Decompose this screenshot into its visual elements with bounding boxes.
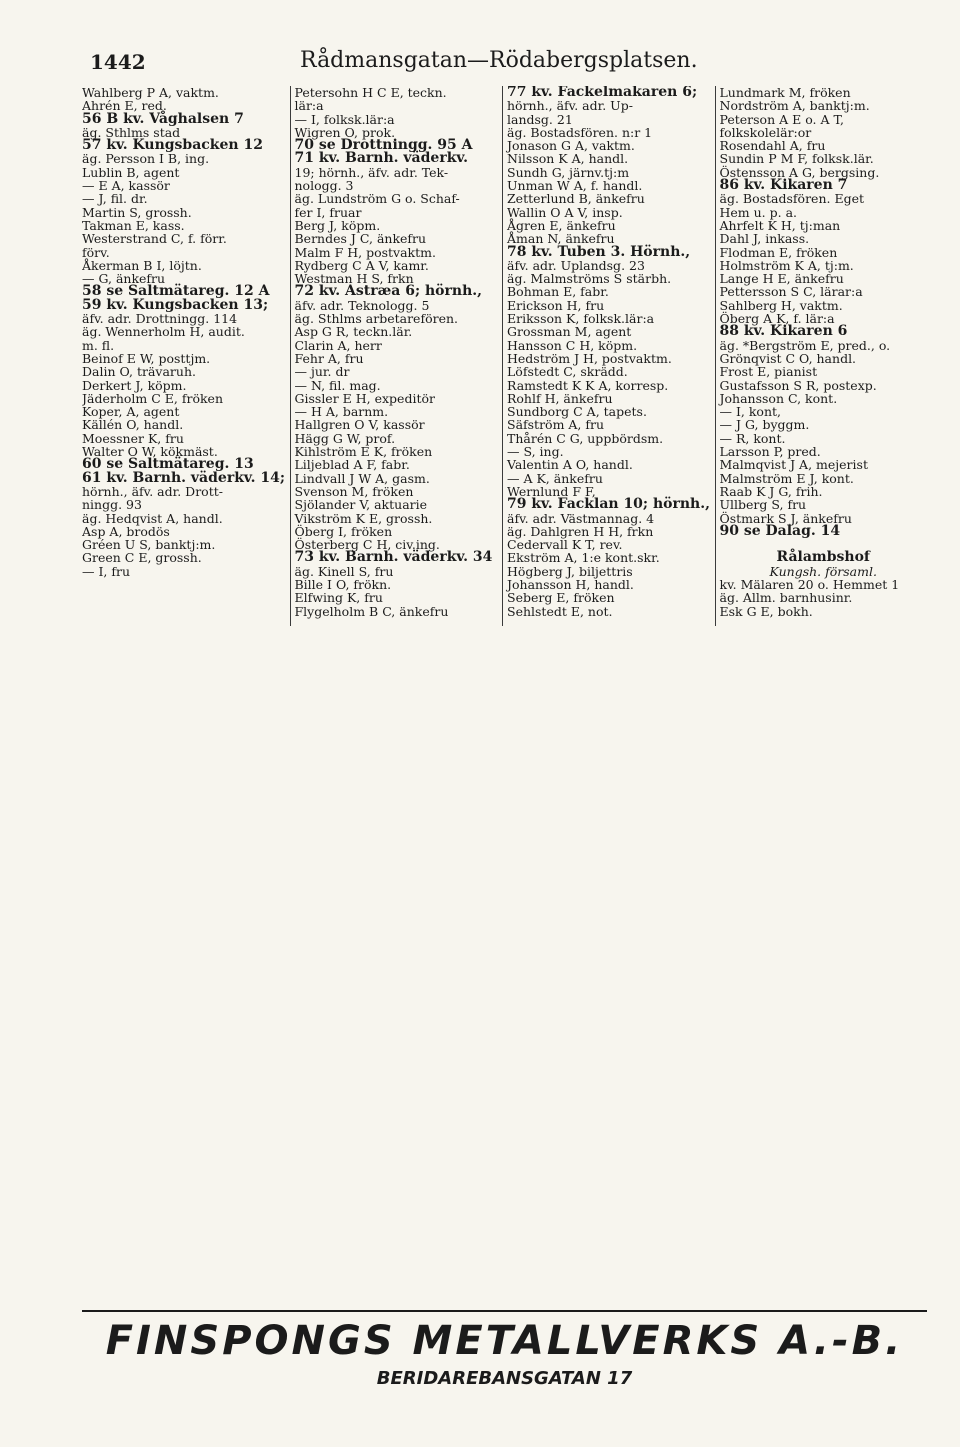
- resident-entry: Petersohn H C E, teckn.: [294, 86, 447, 100]
- resident-entry: Westerstrand C, f. förr.: [82, 231, 227, 247]
- resident-entry: — I, kont,: [719, 404, 782, 420]
- resident-entry: Thårén C G, uppbördsm.: [507, 430, 664, 446]
- resident-entry: Johansson C, kont.: [719, 390, 838, 406]
- resident-entry: Sundh G, järnv.tj:m: [507, 164, 630, 180]
- resident-entry: Derkert J, köpm.: [82, 377, 187, 393]
- address-entry: 70 se Drottningg. 95 A: [294, 137, 473, 154]
- resident-entry: Vikström K E, grossh.: [294, 510, 433, 526]
- resident-entry: Dahl J, inkass.: [719, 231, 810, 247]
- resident-entry: kv. Mälaren 20 o. Hemmet 1: [719, 576, 900, 592]
- address-entry: 78 kv. Tuben 3. Hörnh.,: [507, 243, 691, 260]
- resident-entry: — jur. dr: [294, 364, 350, 380]
- resident-entry: Raab K J G, frih.: [719, 483, 823, 499]
- resident-entry: Jäderholm C E, fröken: [82, 390, 223, 406]
- resident-entry: Östmark S J, änkefru: [719, 510, 852, 526]
- column-2: [290, 86, 503, 626]
- resident-entry: ningg. 93: [82, 497, 142, 513]
- resident-entry: — J G, byggm.: [719, 417, 810, 433]
- resident-entry: Elfwing K, fru: [294, 590, 383, 606]
- resident-entry: äg. Hedqvist A, handl.: [82, 510, 223, 526]
- resident-entry: Rydberg C A V, kamr.: [294, 257, 429, 273]
- resident-entry: Källén O, handl.: [82, 417, 184, 433]
- resident-entry: Öberg I, fröken: [294, 523, 393, 539]
- resident-entry: — I, folksk.lär:a: [294, 111, 395, 127]
- address-entry: 71 kv. Barnh. väderkv.: [294, 150, 468, 167]
- resident-entry: — H A, barnm.: [294, 404, 389, 420]
- resident-entry: äg. Persson I B, ing.: [82, 151, 210, 167]
- resident-entry: äfv. adr. Uplandsg. 23: [507, 257, 645, 273]
- resident-entry: Ullberg S, fru: [719, 497, 807, 513]
- resident-entry: Sundin P M F, folksk.lär.: [719, 151, 874, 167]
- resident-entry: Clarin A, herr: [294, 337, 382, 353]
- resident-entry: Svenson M, fröken: [294, 483, 414, 499]
- resident-entry: Asp A, brodös: [82, 523, 170, 539]
- resident-entry: 19; hörnh., äfv. adr. Tek-: [294, 164, 449, 180]
- resident-entry: folkskolelär:or: [719, 124, 812, 140]
- resident-entry: Peterson A E o. A T,: [719, 111, 844, 127]
- resident-entry: Wigren O, prok.: [294, 124, 396, 140]
- resident-entry: äg. Sthlms stad: [82, 124, 181, 140]
- resident-entry: äg. Bostadsfören. n:r 1: [507, 124, 653, 140]
- address-entry: 72 kv. Astræa 6; hörnh.,: [294, 283, 482, 300]
- resident-entry: — I, fru: [82, 563, 131, 579]
- address-entry: 77 kv. Fackelmakaren 6;: [507, 86, 698, 100]
- address-entry: 61 kv. Barnh. väderkv. 14;: [82, 469, 286, 486]
- resident-entry: förv.: [82, 244, 110, 260]
- resident-entry: Kungsh. församl.: [769, 563, 877, 579]
- address-entry: 79 kv. Facklan 10; hörnh.,: [507, 496, 710, 513]
- resident-entry: — G, änkefru: [82, 271, 166, 287]
- resident-entry: Nordström A, banktj:m.: [719, 98, 870, 114]
- resident-entry: Valentin A O, handl.: [507, 457, 633, 473]
- advertisement-banner: [82, 1310, 927, 1389]
- resident-entry: Ramstedt K K A, korresp.: [507, 377, 669, 393]
- resident-entry: Pettersson S C, lärar:a: [719, 284, 863, 300]
- resident-entry: Ahrén E, red.: [82, 98, 167, 114]
- resident-entry: Hem u. p. a.: [719, 204, 797, 220]
- resident-entry: landsg. 21: [507, 111, 573, 127]
- resident-entry: Kihlström E K, fröken: [294, 444, 433, 460]
- resident-entry: Bohman E, fabr.: [507, 284, 609, 300]
- advert-divider: [82, 1310, 927, 1312]
- page-heading: Rådmansgatan—Rödabergsplatsen.: [300, 48, 698, 73]
- resident-entry: Malmström E J, kont.: [719, 470, 854, 486]
- resident-entry: Flygelholm B C, änkefru: [294, 603, 449, 619]
- address-entry: Rålambshof: [776, 549, 870, 566]
- column-4: [715, 86, 928, 626]
- resident-entry: äg. Malmströms S stärbh.: [507, 271, 672, 287]
- resident-entry: Flodman E, fröken: [719, 244, 838, 260]
- resident-entry: lär:a: [294, 98, 324, 114]
- resident-entry: Dalin O, trävaruh.: [82, 364, 196, 380]
- resident-entry: Larsson P, pred.: [719, 444, 821, 460]
- resident-entry: Lindvall J W A, gasm.: [294, 470, 430, 486]
- resident-entry: Asp G R, teckn.lär.: [294, 324, 413, 340]
- resident-entry: Unman W A, f. handl.: [507, 178, 643, 194]
- resident-entry: Beinof E W, posttjm.: [82, 350, 211, 366]
- resident-entry: Löfstedt C, skrädd.: [507, 364, 628, 380]
- resident-entry: Malm F H, postvaktm.: [294, 244, 436, 260]
- resident-entry: Gréen U S, banktj:m.: [82, 537, 216, 553]
- resident-entry: Nilsson K A, handl.: [507, 151, 629, 167]
- resident-entry: Ahrfelt K H, tj:man: [719, 217, 841, 233]
- resident-entry: äfv. adr. Västmannag. 4: [507, 510, 655, 526]
- resident-entry: Koper, A, agent: [82, 404, 180, 420]
- resident-entry: Holmström K A, tj:m.: [719, 257, 854, 273]
- resident-entry: Åman N, änkefru: [507, 231, 615, 247]
- resident-entry: Lange H E, änkefru: [719, 271, 844, 287]
- resident-entry: Ekström A, 1:e kont.skr.: [507, 550, 660, 566]
- resident-entry: Gustafsson S R, postexp.: [719, 377, 877, 393]
- resident-entry: Ågren E, änkefru: [507, 217, 616, 233]
- resident-entry: Österberg C H, civ.ing.: [294, 537, 440, 553]
- resident-entry: Moessner K, fru: [82, 430, 184, 446]
- address-entry: 56 B kv. Våghalsen 7: [82, 110, 244, 127]
- resident-entry: Rohlf H, änkefru: [507, 390, 613, 406]
- address-entry: 88 kv. Kikaren 6: [719, 323, 848, 340]
- resident-entry: — J, fil. dr.: [82, 191, 148, 207]
- resident-entry: Liljeblad A F, fabr.: [294, 457, 410, 473]
- address-entry: 59 kv. Kungsbacken 13;: [82, 296, 269, 313]
- address-entry: 60 se Saltmätareg. 13: [82, 456, 254, 473]
- address-entry: 90 se Dalag. 14: [719, 522, 841, 539]
- resident-entry: Johansson H, handl.: [507, 576, 634, 592]
- resident-entry: Lublin B, agent: [82, 164, 180, 180]
- resident-entry: Hansson C H, köpm.: [507, 337, 638, 353]
- resident-entry: Bille I O, frökn.: [294, 576, 392, 592]
- resident-entry: — A K, änkefru: [507, 470, 603, 486]
- resident-entry: Zetterlund B, änkefru: [507, 191, 645, 207]
- resident-entry: Sjölander V, aktuarie: [294, 497, 428, 513]
- resident-entry: äg. Sthlms arbetarefören.: [294, 311, 459, 327]
- resident-entry: äg. Wennerholm H, audit.: [82, 324, 245, 340]
- address-entry: 73 kv. Barnh. väderkv. 34: [294, 549, 493, 566]
- resident-entry: Rosendahl A, fru: [719, 138, 826, 154]
- resident-entry: Westman H S, frkn: [294, 271, 414, 287]
- resident-entry: Hallgren O V, kassör: [294, 417, 425, 433]
- resident-entry: Frost E, pianist: [719, 364, 818, 380]
- resident-entry: Eriksson K, folksk.lär:a: [507, 311, 655, 327]
- address-entry: 58 se Saltmätareg. 12 A: [82, 283, 270, 300]
- resident-entry: Grönqvist C O, handl.: [719, 350, 857, 366]
- resident-entry: m. fl.: [82, 337, 115, 353]
- resident-entry: hörnh., äfv. adr. Up-: [507, 98, 633, 114]
- resident-entry: Green C E, grossh.: [82, 550, 202, 566]
- resident-entry: Martin S, grossh.: [82, 204, 192, 220]
- resident-entry: Takman E, kass.: [82, 217, 185, 233]
- resident-entry: Jonason G A, vaktm.: [507, 138, 635, 154]
- resident-entry: nologg. 3: [294, 178, 354, 194]
- directory-columns: [82, 86, 927, 626]
- resident-entry: Berndes J C, änkefru: [294, 231, 427, 247]
- address-entry: 86 kv. Kikaren 7: [719, 177, 848, 194]
- page-header: [90, 50, 920, 90]
- column-3: [502, 86, 715, 626]
- resident-entry: Wahlberg P A, vaktm.: [82, 86, 219, 100]
- resident-entry: Östensson A G, bergsing.: [719, 164, 880, 180]
- resident-entry: Sahlberg H, vaktm.: [719, 297, 843, 313]
- resident-entry: Cedervall K T, rev.: [507, 537, 623, 553]
- resident-entry: Grossman M, agent: [507, 324, 632, 340]
- resident-entry: Säfström A, fru: [507, 417, 605, 433]
- resident-entry: — E A, kassör: [82, 178, 170, 194]
- resident-entry: äg. Kinell S, fru: [294, 563, 394, 579]
- resident-entry: äg. Bostadsfören. Eget: [719, 191, 864, 207]
- resident-entry: Seberg E, fröken: [507, 590, 615, 606]
- resident-entry: äfv. adr. Teknologg. 5: [294, 297, 430, 313]
- resident-entry: Wernlund F F,: [507, 483, 596, 499]
- resident-entry: äfv. adr. Drottningg. 114: [82, 311, 238, 327]
- column-1: [82, 86, 290, 626]
- resident-entry: Sehlstedt E, not.: [507, 603, 613, 619]
- resident-entry: Wallin O A V, insp.: [507, 204, 623, 220]
- resident-entry: Öberg A K, f. lär:a: [719, 311, 835, 327]
- resident-entry: Erickson H, fru: [507, 297, 605, 313]
- resident-entry: äg. Lundström G o. Schaf-: [294, 191, 460, 207]
- resident-entry: Walter O W, kökmäst.: [82, 444, 218, 460]
- resident-entry: Fehr A, fru: [294, 350, 364, 366]
- resident-entry: äg. *Bergström E, pred., o.: [719, 337, 891, 353]
- resident-entry: — N, fil. mag.: [294, 377, 381, 393]
- resident-entry: Åkerman B I, löjtn.: [82, 257, 202, 273]
- resident-entry: hörnh., äfv. adr. Drott-: [82, 483, 223, 499]
- resident-entry: äg. Dahlgren H H, frkn: [507, 523, 654, 539]
- address-entry: 57 kv. Kungsbacken 12: [82, 137, 263, 154]
- resident-entry: — S, ing.: [507, 444, 564, 460]
- resident-entry: äg. Allm. barnhusinr.: [719, 590, 853, 606]
- resident-entry: Berg J, köpm.: [294, 217, 381, 233]
- resident-entry: Gissler E H, expeditör: [294, 390, 435, 406]
- resident-entry: fer I, fruar: [294, 204, 362, 220]
- resident-entry: Högberg J, biljettris: [507, 563, 633, 579]
- resident-entry: Lundmark M, fröken: [719, 86, 851, 100]
- resident-entry: Hägg G W, prof.: [294, 430, 396, 446]
- advert-address: BERIDAREBANSGATAN 17: [376, 1368, 633, 1389]
- resident-entry: Sundborg C A, tapets.: [507, 404, 647, 420]
- resident-entry: Esk G E, bokh.: [719, 603, 813, 619]
- page-number: 1442: [90, 50, 146, 74]
- resident-entry: Malmqvist J A, mejerist: [719, 457, 868, 473]
- resident-entry: — R, kont.: [719, 430, 786, 446]
- resident-entry: Hedström J H, postvaktm.: [507, 350, 672, 366]
- advert-company-name: FINSPONGS METALLVERKS A.-B.: [105, 1318, 904, 1364]
